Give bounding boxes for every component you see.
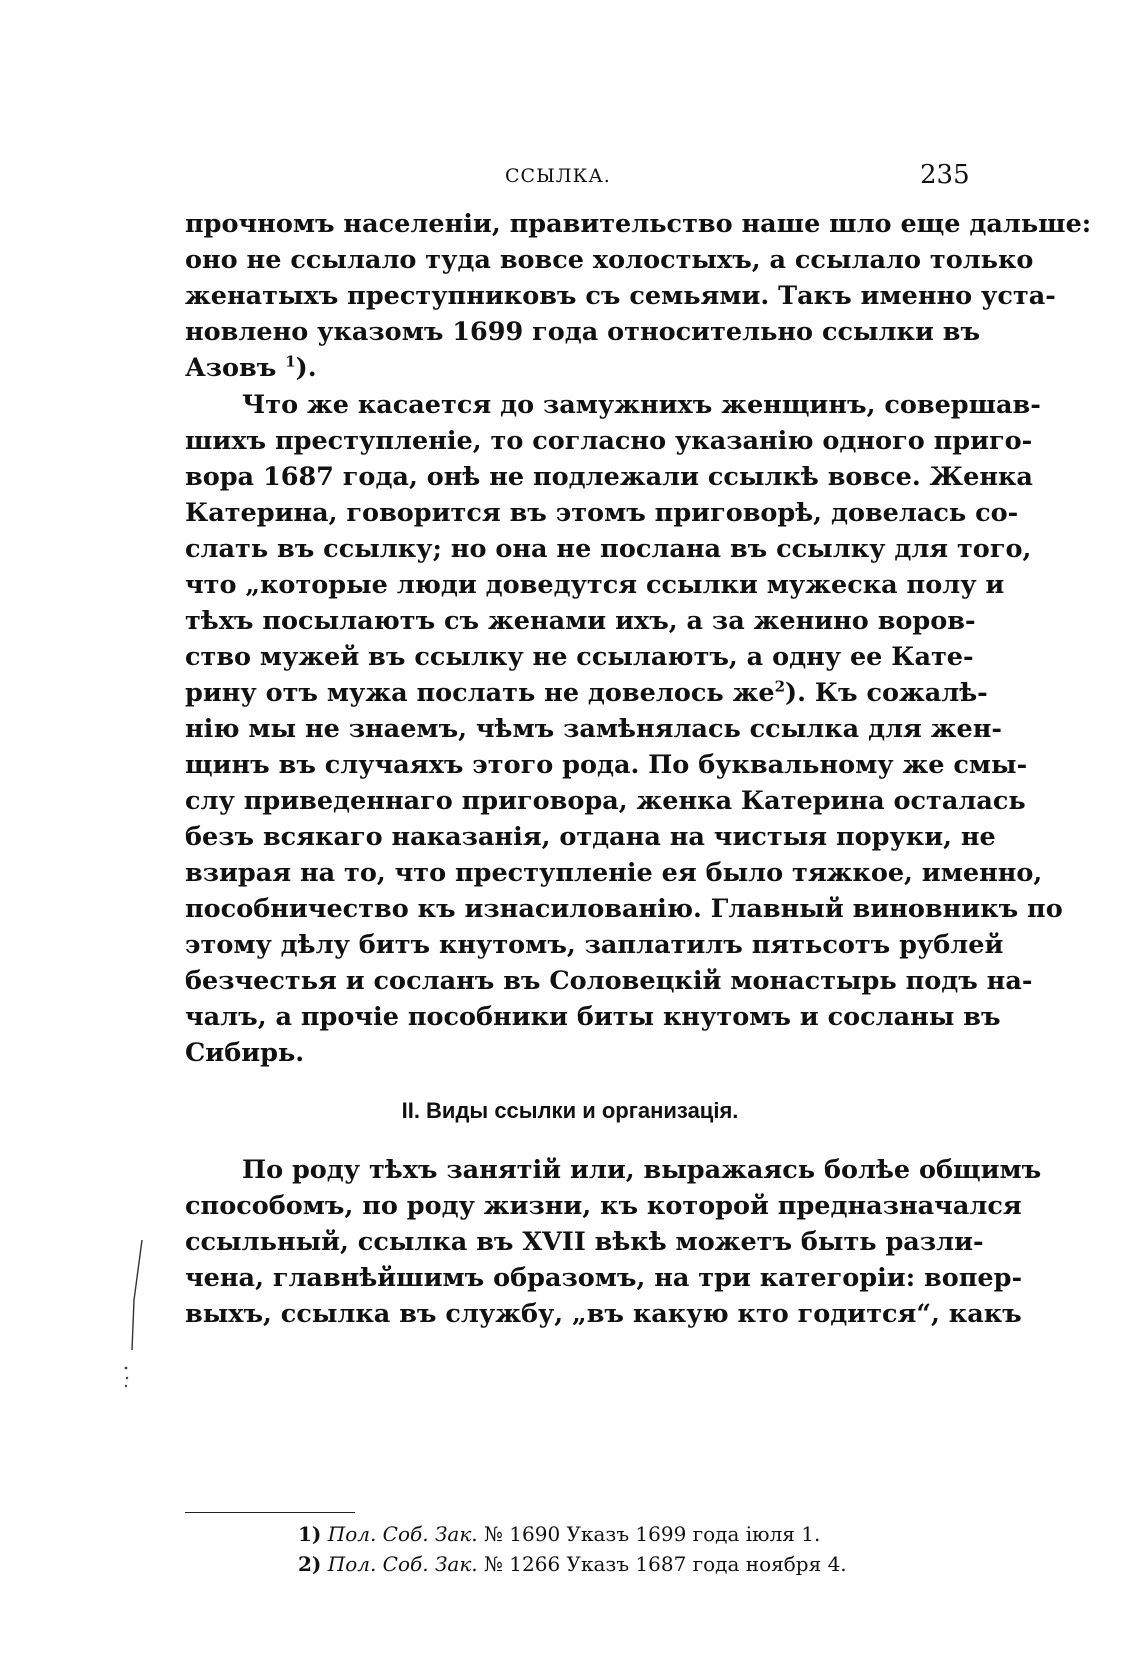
text-line: ссыльный, ссылка въ XVII вѣкѣ можетъ быть разли- <box>185 1227 984 1257</box>
footnote-ref-2: 2 <box>774 677 785 696</box>
text-line <box>185 350 955 386</box>
running-title: ССЫЛКА. <box>505 165 611 187</box>
text-line: способомъ, по роду жизни, къ которой предназначался <box>185 1191 1022 1221</box>
text-line: нiю мы не знаемъ, чѣмъ замѣнялась ссылка для жен- <box>185 714 1002 744</box>
text-line: взирая на то, что преступленiе ея было тяжкое, именно, <box>185 858 1043 888</box>
text-line: щинъ въ случаяхъ этого рода. По буквальному же смы- <box>185 750 1028 780</box>
text-line: прочномъ населенiи, правительство наше шло еще дальше: <box>185 209 1092 239</box>
text-line: слу приведеннаго приговора, женка Катерина осталась <box>185 786 1026 816</box>
text-line: вора 1687 года, онѣ не подлежали ссылкѣ вовсе. Женка <box>185 462 1033 492</box>
text-fragment: Азовъ <box>185 353 277 383</box>
text-line: женатыхъ преступниковъ съ семьями. Такъ именно уста- <box>185 281 1056 311</box>
footnote-marker: 2) <box>298 1552 322 1576</box>
section-heading: II. Виды ссылки и организацiя. <box>401 1098 739 1123</box>
text-line: новлено указомъ 1699 года относительно ссылки въ <box>185 317 981 347</box>
footnote-source: Пол. Соб. Зак. <box>327 1522 478 1546</box>
text-fragment: ). Къ сожалѣ- <box>785 678 988 708</box>
margin-pencil-mark <box>120 1240 160 1400</box>
footnote-1 <box>298 1520 820 1548</box>
text-line: этому дѣлу битъ кнутомъ, заплатилъ пятьсотъ рублей <box>185 930 1004 960</box>
text-fragment: ). <box>295 353 317 383</box>
text-line: безъ всякаго наказанiя, отдана на чистыя поруки, не <box>185 822 996 852</box>
text-line <box>185 675 988 711</box>
text-line: Что же касается до замужнихъ женщинъ, совершав- <box>242 390 1041 420</box>
footnote-text: № 1266 Указъ 1687 года ноября 4. <box>484 1552 847 1576</box>
text-line: оно не ссылало туда вовсе холостыхъ, а ссылало только <box>185 245 1034 275</box>
footnote-source: Пол. Соб. Зак. <box>327 1552 478 1576</box>
footnote-ref-1: 1 <box>285 352 296 371</box>
text-line: Катерина, говорится въ этомъ приговорѣ, довелась со- <box>185 498 1019 528</box>
text-line: чалъ, а прочiе пособники биты кнутомъ и сосланы въ <box>185 1002 1001 1032</box>
page-number: 235 <box>920 160 970 190</box>
text-line: пособничество къ изнасилованiю. Главный виновникъ по <box>185 894 1063 924</box>
text-line: что „которые люди доведутся ссылки мужеска полу и <box>185 570 1005 600</box>
text-line: По роду тѣхъ занятiй или, выражаясь болѣе общимъ <box>242 1155 1042 1185</box>
footnote-text: № 1690 Указъ 1699 года iюля 1. <box>484 1522 821 1546</box>
text-line: шихъ преступленiе, то согласно указанiю одного приго- <box>185 426 1033 456</box>
text-line: слать въ ссылку; но она не послана въ ссылку для того, <box>185 534 1032 564</box>
text-line: тѣхъ посылаютъ съ женами ихъ, а за женино воров- <box>185 606 976 636</box>
footnote-divider <box>185 1512 355 1513</box>
footnote-2 <box>298 1550 847 1578</box>
text-line: ство мужей въ ссылку не ссылаютъ, а одну ее Кате- <box>185 642 974 672</box>
footnote-marker: 1) <box>298 1522 322 1546</box>
text-line: выхъ, ссылка въ службу, „въ какую кто годится“, какъ <box>185 1299 1022 1329</box>
text-line: чена, главнѣйшимъ образомъ, на три категорiи: вопер- <box>185 1263 1023 1293</box>
text-line: безчестья и сосланъ въ Соловецкiй монастырь подъ на- <box>185 966 1033 996</box>
text-line: Сибирь. <box>185 1038 305 1068</box>
text-fragment: рину отъ мужа послать не довелось же <box>185 678 775 708</box>
